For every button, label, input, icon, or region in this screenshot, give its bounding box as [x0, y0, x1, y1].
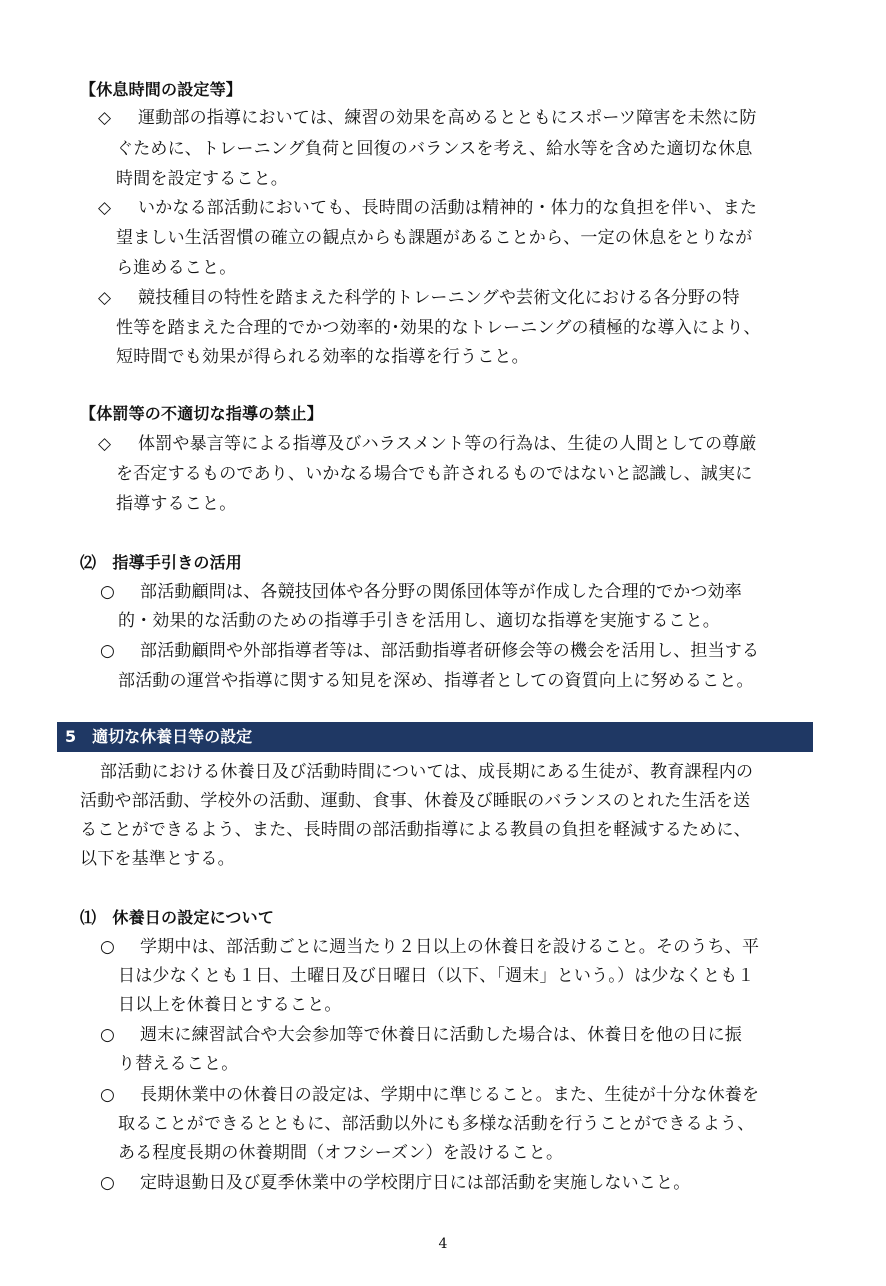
paragraph-line: 長期休業中の休養日の設定は、学期中に準じること。また、生徒が十分な休養を: [140, 1085, 760, 1105]
circle-bullet: ○: [100, 582, 116, 602]
paragraph-line: 日は少なくとも１日、土曜日及び日曜日（以下、「週末」という。）は少なくとも１: [118, 966, 755, 986]
paragraph-line: 望ましい生活習慣の確立の観点からも課題があることから、一定の休息をとりなが: [116, 228, 753, 248]
page-number: 4: [438, 1236, 448, 1252]
paragraph-line: ぐために、トレーニング負荷と回復のバランスを考え、給水等を含めた適切な休息: [116, 139, 753, 159]
guidebook-heading: ⑵ 指導手引きの活用: [80, 553, 243, 572]
paragraph-line: ら進めること。: [116, 258, 237, 278]
guidebook-item-2: [100, 639, 759, 663]
diamond-bullet: ◇: [98, 434, 112, 454]
diamond-bullet: ◇: [98, 198, 112, 218]
paragraph-line: 定時退勤日及び夏季休業中の学校閉庁日には部活動を実施しないこと。: [140, 1173, 691, 1193]
paragraph-line: 時間を設定すること。: [116, 169, 288, 189]
rest-days-item-3: [100, 1083, 759, 1107]
paragraph-line: ある程度長期の休養期間（オフシーズン）を設けること。: [118, 1143, 564, 1163]
paragraph-line: 日以上を休養日とすること。: [118, 995, 342, 1015]
rest-time-item-2: [98, 196, 757, 220]
paragraph-line: 部活動の運営や指導に関する知見を深め、指導者としての資質向上に努めること。: [118, 671, 754, 691]
rest-days-item-4: [100, 1171, 690, 1195]
rest-days-item-1: [100, 935, 759, 959]
guidebook-item-1: [100, 580, 742, 604]
section-5-intro-line: 以下を基準とする。: [80, 849, 235, 869]
paragraph-line: 部活動顧問は、各競技団体や各分野の関係団体等が作成した合理的でかつ効率: [140, 582, 742, 602]
section-5-intro-line: ることができるよう、また、長時間の部活動指導による教員の負担を軽減するために、: [80, 820, 751, 840]
paragraph-line: り替えること。: [118, 1054, 239, 1074]
rest-days-heading: ⑴ 休養日の設定について: [80, 908, 275, 927]
section-5-intro-line: 部活動における休養日及び活動時間については、成長期にある生徒が、教育課程内の: [100, 762, 754, 782]
paragraph-line: を否定するものであり、いかなる場合でも許されるものではないと認識し、誠実に: [116, 464, 753, 484]
section-5-intro-line: 活動や部活動、学校外の活動、運動、食事、休養及び睡眠のバランスのとれた生活を送: [80, 791, 751, 811]
paragraph-line: いかなる部活動においても、長時間の活動は精神的・体力的な負担を伴い、また: [138, 198, 758, 218]
paragraph-line: 運動部の指導においては、練習の効果を高めるとともにスポーツ障害を未然に防: [138, 108, 757, 128]
section-5-title-bar: 5 適切な休養日等の設定: [57, 722, 813, 752]
circle-bullet: ○: [100, 1173, 116, 1193]
paragraph-line: 学期中は、部活動ごとに週当たり２日以上の休養日を設けること。そのうち、平: [140, 937, 760, 957]
paragraph-line: 体罰や暴言等による指導及びハラスメント等の行為は、生徒の人間としての尊厳: [138, 434, 757, 454]
paragraph-line: 性等を踏まえた合理的でかつ効率的･効果的なトレーニングの積極的な導入により、: [116, 318, 761, 338]
circle-bullet: ○: [100, 937, 116, 957]
rest-time-item-3: [98, 286, 740, 310]
paragraph-line: 的・効果的な活動のための指導手引きを活用し、適切な指導を実施すること。: [118, 611, 720, 631]
paragraph-line: 競技種目の特性を踏まえた科学的トレーニングや芸術文化における各分野の特: [138, 288, 740, 308]
circle-bullet: ○: [100, 1025, 116, 1045]
diamond-bullet: ◇: [98, 288, 112, 308]
paragraph-line: 部活動顧問や外部指導者等は、部活動指導者研修会等の機会を活用し、担当する: [140, 641, 760, 661]
paragraph-line: 指導すること。: [116, 494, 237, 514]
paragraph-line: 週末に練習試合や大会参加等で休養日に活動した場合は、休養日を他の日に振: [140, 1025, 742, 1045]
diamond-bullet: ◇: [98, 108, 112, 128]
rest-time-heading: 【休息時間の設定等】: [80, 80, 243, 99]
circle-bullet: ○: [100, 641, 116, 661]
paragraph-line: 取ることができるとともに、部活動以外にも多様な活動を行うことができるよう、: [118, 1114, 755, 1134]
corporal-punishment-heading: 【体罰等の不適切な指導の禁止】: [80, 404, 324, 423]
corporal-punishment-item-1: [98, 432, 757, 456]
rest-time-item-1: [98, 106, 757, 130]
paragraph-line: 短時間でも効果が得られる効率的な指導を行うこと。: [116, 347, 529, 367]
rest-days-item-2: [100, 1023, 742, 1047]
circle-bullet: ○: [100, 1085, 116, 1105]
